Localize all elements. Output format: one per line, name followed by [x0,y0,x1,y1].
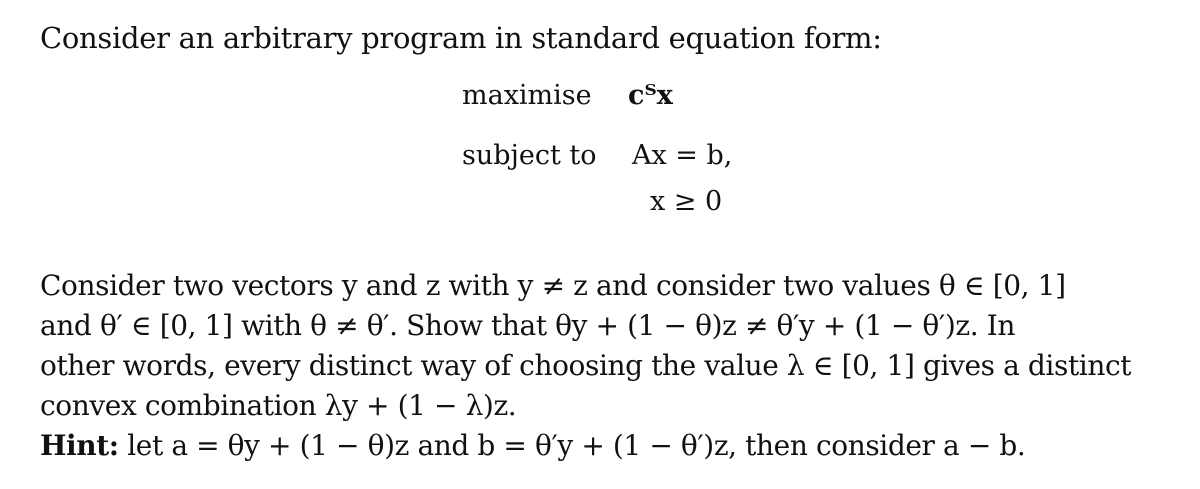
intro-text: Consider an arbitrary program in standard equation form: [40,21,882,55]
objective-expression: cᵀx [628,80,673,111]
equality-constraint: Ax = b, [632,140,733,171]
hint-line [40,426,1150,466]
paragraph-line-3: other words, every distinct way of choosing the value λ ∈ [0, 1] gives a distinct [40,349,1132,382]
objective-label: maximise [462,80,592,111]
paragraph-line-4: convex combination λy + (1 − λ)z. [40,389,517,422]
paragraph-line-1: Consider two vectors y and z with y ≠ z and consider two values θ ∈ [0, 1] [40,269,1066,302]
problem-paragraph [40,266,1150,466]
hint-label: Hint: [40,429,119,462]
constraint-label: subject to [462,140,597,171]
nonnegativity-constraint: x ≥ 0 [650,186,723,217]
paragraph-line-2: and θ′ ∈ [0, 1] with θ ≠ θ′. Show that θy + (1 − θ)z ≠ θ′y + (1 − θ′)z. In [40,309,1015,342]
hint-text: let a = θy + (1 − θ)z and b = θ′y + (1 − θ′)z, then consider a − b. [127,429,1026,462]
